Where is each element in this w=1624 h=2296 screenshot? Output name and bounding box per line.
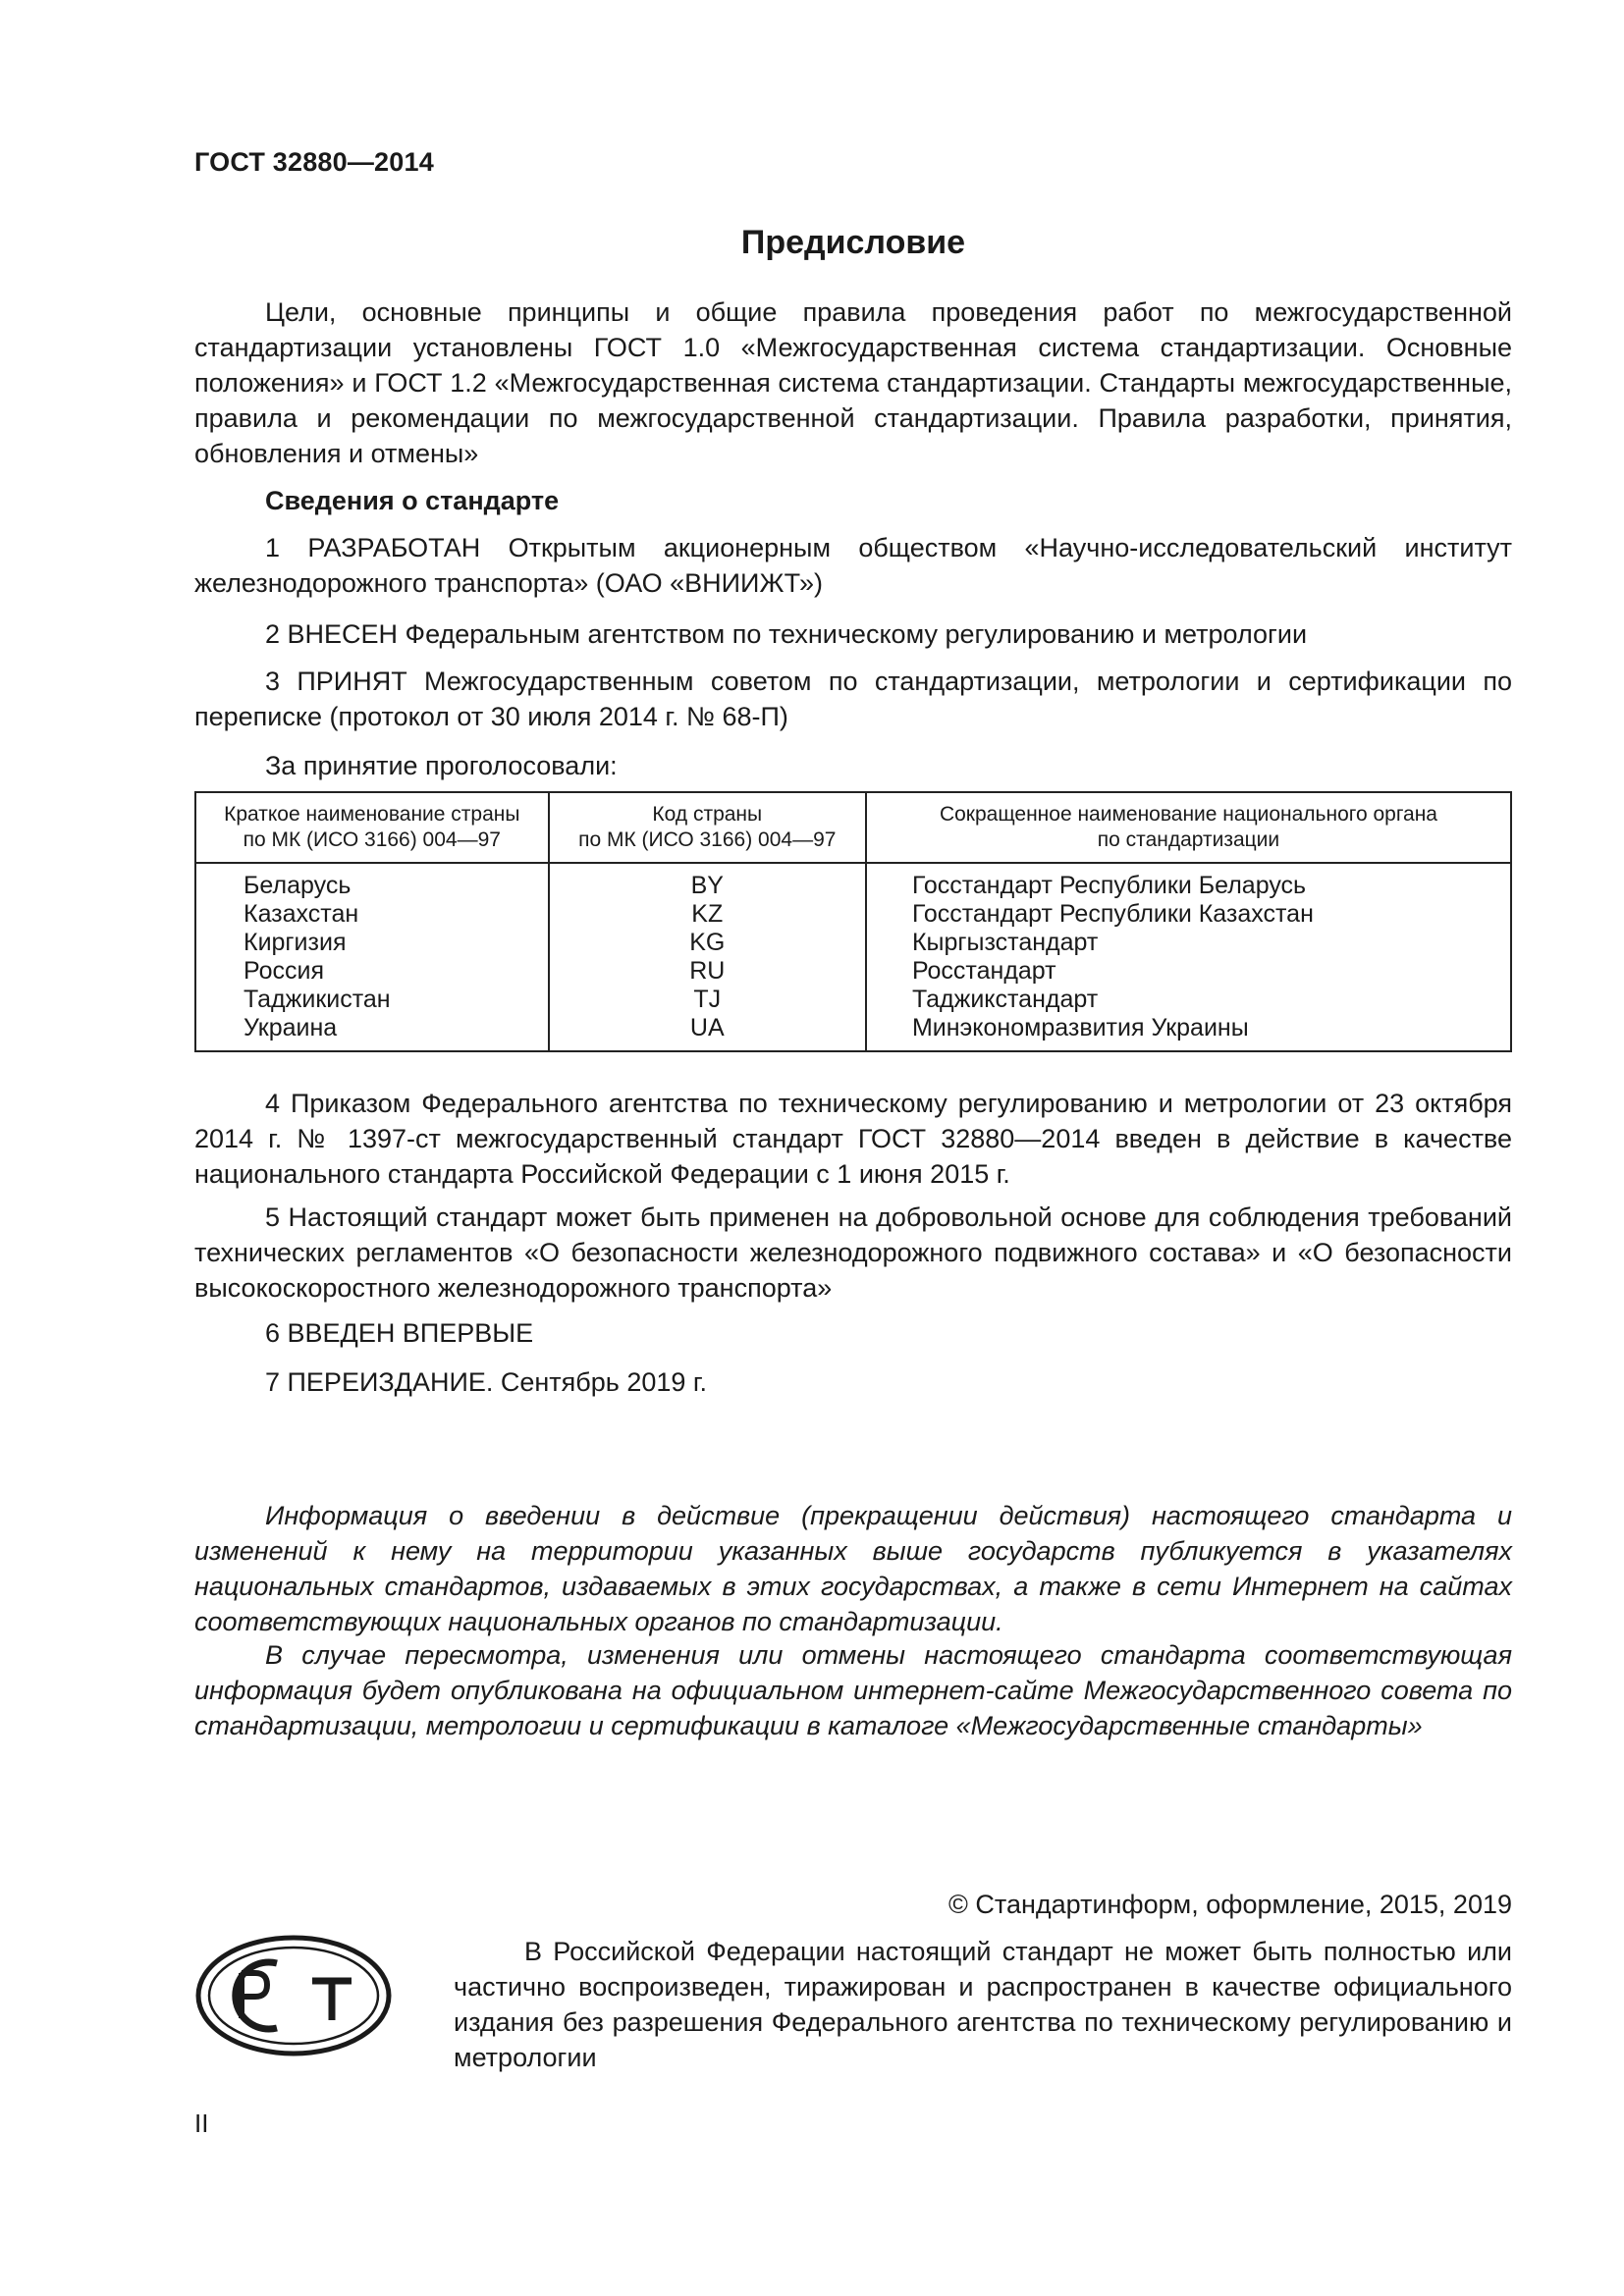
code-cell: KG	[549, 929, 866, 957]
organ-cell: Таджикстандарт	[866, 986, 1511, 1014]
document-code: ГОСТ 32880—2014	[194, 147, 434, 177]
organ-cell: Кыргызстандарт	[866, 929, 1511, 957]
item-3: 3 ПРИНЯТ Межгосударственным советом по стандартизации, метрологии и сертификации по переписке (протокол от 30 июля 2014 г. № 68-П)	[194, 667, 1512, 731]
notice-paragraph-2: В случае пересмотра, изменения или отмены настоящего стандарта соответствующая информация будет опубликована на официальном интернет-сайте Межгосударственного совета по стандартизации, метрологии и сертификации в каталоге «Межгосударственные стандарты»	[194, 1640, 1512, 1740]
country-cell: Украина	[195, 1014, 549, 1051]
rst-certification-mark-icon	[194, 1934, 393, 2057]
table-row	[195, 900, 1511, 929]
item-7: 7 ПЕРЕИЗДАНИЕ. Сентябрь 2019 г.	[265, 1367, 707, 1397]
country-cell: Киргизия	[195, 929, 549, 957]
voted-label: За принятие проголосовали:	[265, 751, 618, 780]
table-row	[195, 957, 1511, 986]
code-cell: KZ	[549, 900, 866, 929]
page-number: II	[194, 2109, 209, 2138]
organ-cell: Госстандарт Республики Казахстан	[866, 900, 1511, 929]
table-row	[195, 863, 1511, 900]
country-cell: Таджикистан	[195, 986, 549, 1014]
organ-cell: Росстандарт	[866, 957, 1511, 986]
column-header-code: Код страны по МК (ИСО 3166) 004—97	[549, 792, 866, 863]
code-cell: BY	[549, 863, 866, 900]
code-cell: RU	[549, 957, 866, 986]
organ-cell: Минэкономразвития Украины	[866, 1014, 1511, 1051]
intro-paragraph: Цели, основные принципы и общие правила проведения работ по межгосударственной стандартизации установлены ГОСТ 1.0 «Межгосударственная система стандартизации. Основные положения» и ГОСТ 1.2 «Межгосударственная система стандартизации. Стандарты межгосударственные, правила и рекомендации по межгосударственной стандартизации. Правила разработки, принятия, обновления и отмены»	[194, 297, 1512, 468]
item-6: 6 ВВЕДЕН ВПЕРВЫЕ	[265, 1318, 534, 1348]
section-heading: Сведения о стандарте	[265, 486, 560, 515]
page-title: Предисловие	[740, 224, 966, 261]
item-5: 5 Настоящий стандарт может быть применен на добровольной основе для соблюдения требований технических регламентов «О безопасности железнодорожного подвижного состава» и «О безопасности высокоскоростного железнодорожного транспорта»	[194, 1202, 1512, 1303]
item-2: 2 ВНЕСЕН Федеральным агентством по техническому регулированию и метрологии	[265, 619, 1308, 649]
table-row	[195, 986, 1511, 1014]
column-header-organ: Сокращенное наименование национального органа по стандартизации	[866, 792, 1511, 863]
code-cell: UA	[549, 1014, 866, 1051]
notice-paragraph-1: Информация о введении в действие (прекращении действия) настоящего стандарта и изменений к нему на территории указанных выше государств публикуется в указателях национальных стандартов, издаваемых в этих государствах, а также в сети Интернет на сайтах соответствующих национальных органов по стандартизации.	[194, 1501, 1512, 1636]
item-1: 1 РАЗРАБОТАН Открытым акционерным обществом «Научно-исследовательский институт железнодорожного транспорта» (ОАО «ВНИИЖТ»)	[194, 533, 1512, 598]
country-cell: Казахстан	[195, 900, 549, 929]
column-header-country: Краткое наименование страны по МК (ИСО 3166) 004—97	[195, 792, 549, 863]
code-cell: TJ	[549, 986, 866, 1014]
item-4: 4 Приказом Федерального агентства по техническому регулированию и метрологии от 23 октября 2014 г. № 1397-ст межгосударственный стандарт ГОСТ 32880—2014 введен в действие в качестве национального стандарта Российской Федерации с 1 июня 2015 г.	[194, 1089, 1512, 1189]
organ-cell: Госстандарт Республики Беларусь	[866, 863, 1511, 900]
rights-notice: В Российской Федерации настоящий стандарт не может быть полностью или частично воспроизведен, тиражирован и распространен в качестве официального издания без разрешения Федерального агентства по техническому регулированию и метрологии	[454, 1937, 1512, 2072]
table-row	[195, 929, 1511, 957]
country-cell: Россия	[195, 957, 549, 986]
copyright-line: © Стандартинформ, оформление, 2015, 2019	[948, 1890, 1512, 1919]
country-cell: Беларусь	[195, 863, 549, 900]
voting-table	[194, 791, 1512, 1052]
table-header-row	[195, 792, 1511, 863]
table-row	[195, 1014, 1511, 1051]
